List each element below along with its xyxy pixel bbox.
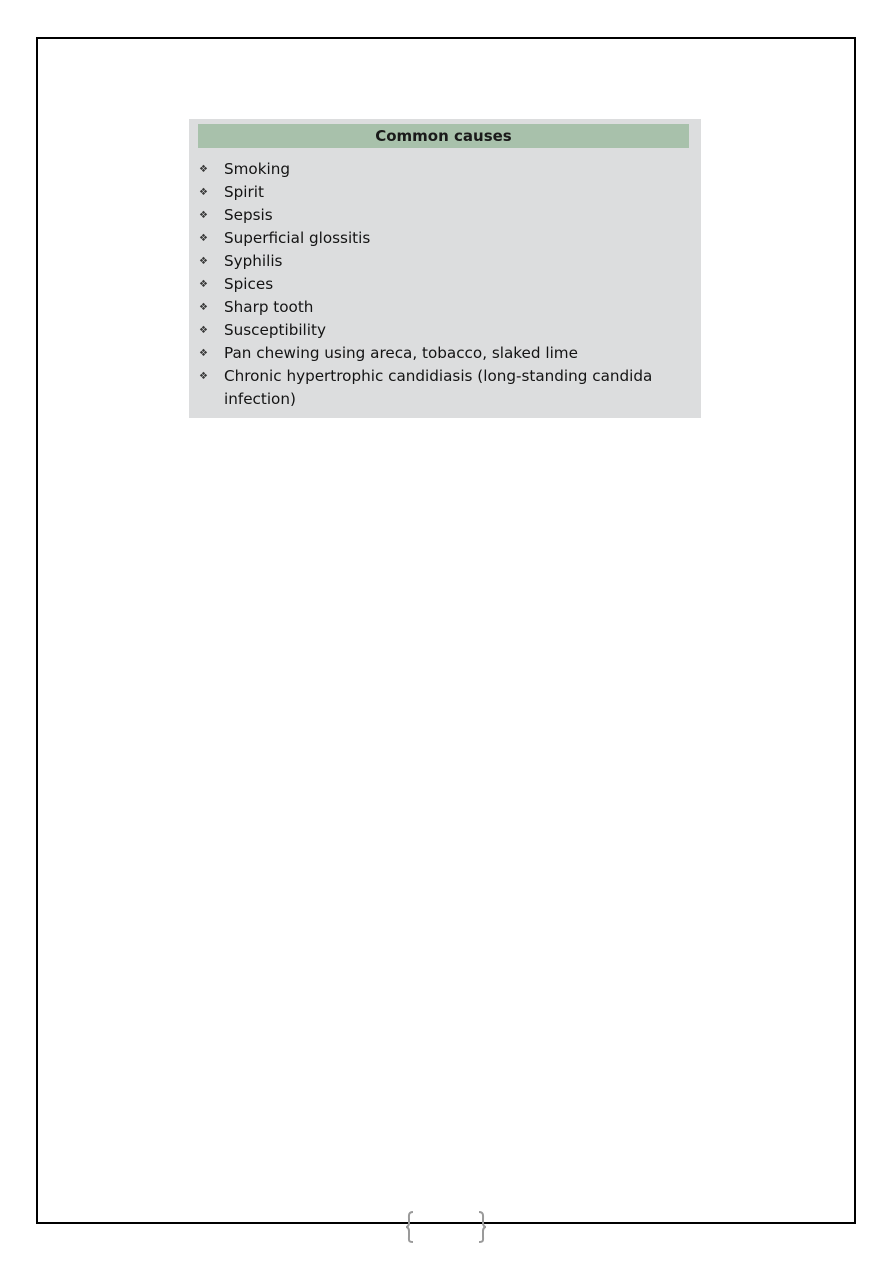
diamond-bullet-icon: ❖: [199, 302, 208, 313]
diamond-bullet-icon: ❖: [199, 233, 208, 244]
list-item: ❖ Pan chewing using areca, tobacco, slaked lime: [197, 342, 693, 365]
diamond-bullet-icon: ❖: [199, 348, 208, 359]
causes-list: [197, 158, 693, 411]
list-item: ❖ Superficial glossitis: [197, 227, 693, 250]
diamond-bullet-icon: ❖: [199, 187, 208, 198]
diamond-bullet-icon: ❖: [199, 210, 208, 221]
list-item: ❖ Chronic hypertrophic candidiasis (long-standing candida infection): [199, 367, 653, 408]
list-item: ❖ Sepsis: [197, 204, 693, 227]
diamond-bullet-icon: ❖: [199, 256, 208, 267]
list-item: ❖ Syphilis: [197, 250, 693, 273]
common-causes-box: [189, 119, 701, 418]
diamond-bullet-icon: ❖: [199, 371, 208, 382]
list-item: ❖ Smoking: [197, 158, 693, 181]
list-item: ❖ Sharp tooth: [197, 296, 693, 319]
diamond-bullet-icon: ❖: [199, 279, 208, 290]
diamond-bullet-icon: ❖: [199, 325, 208, 336]
diamond-bullet-icon: ❖: [199, 164, 208, 175]
box-title: Common causes: [198, 124, 689, 148]
list-item: ❖ Spices: [197, 273, 693, 296]
page-number-brackets-icon: [405, 1210, 487, 1244]
list-item: ❖ Spirit: [197, 181, 693, 204]
list-item: ❖ Susceptibility: [197, 319, 693, 342]
